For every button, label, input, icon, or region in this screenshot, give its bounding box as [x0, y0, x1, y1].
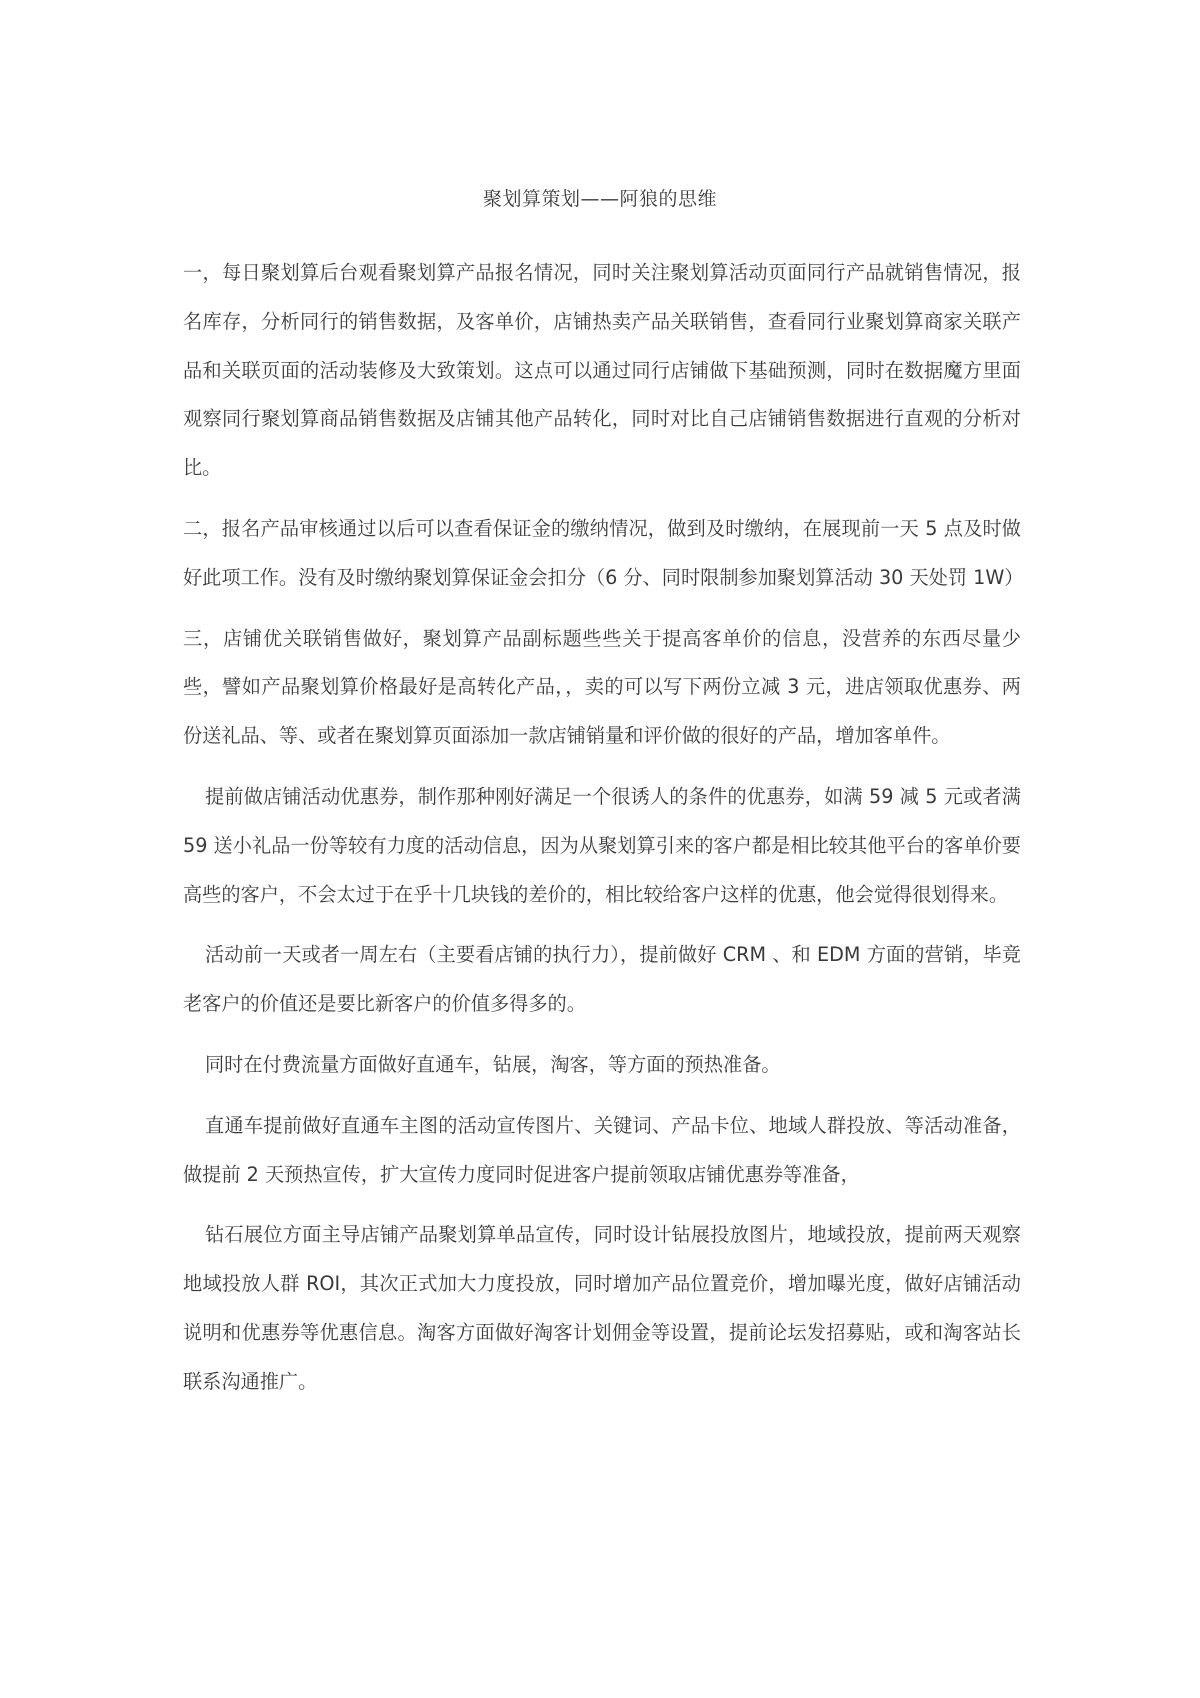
- paragraph-section-two: 二，报名产品审核通过以后可以查看保证金的缴纳情况，做到及时缴纳，在展现前一天 5 点及时做好此项工作。没有及时缴纳聚划算保证金会扣分（6 分、同时限制参加聚划算活动 30 天处罚 1W）: [183, 516, 1024, 589]
- document-title: 聚划算策划——阿狼的思维: [482, 188, 717, 210]
- paragraph-diamond-booth: 钻石展位方面主导店铺产品聚划算单品宣传，同时设计钻展投放图片，地域投放，提前两天观察地域投放人群 ROI，其次正式加大力度投放，同时增加产品位置竞价，增加曝光度，做好店铺活动说明和优惠券等优惠信息。淘客方面做好淘客计划佣金等设置，提前论坛发招募贴，或和淘客站长联系沟通推广。: [183, 1223, 1021, 1393]
- paragraph-paid-traffic: 同时在付费流量方面做好直通车，钻展，淘客，等方面的预热准备。: [205, 1052, 781, 1076]
- paragraph-section-one: 一，每日聚划算后台观看聚划算产品报名情况，同时关注聚划算活动页面同行产品就销售情况，报名库存，分析同行的销售数据，及客单价，店铺热卖产品关联销售，查看同行业聚划算商家关联产品和关联页面的活动装修及大致策划。这点可以通过同行店铺做下基础预测，同时在数据魔方里面观察同行聚划算商品销售数据及店铺其他产品转化，同时对比自己店铺销售数据进行直观的分析对比。: [183, 261, 1021, 480]
- paragraph-section-three: 三，店铺优关联销售做好，聚划算产品副标题些些关于提高客单价的信息，没营养的东西尽量少些，譬如产品聚划算价格最好是高转化产品，，卖的可以写下两份立减 3 元，进店领取优惠券、两份送礼品、等、或者在聚划算页面添加一款店铺销量和评价做的很好的产品，增加客单件。: [183, 626, 1021, 748]
- paragraph-coupon-tips: 提前做店铺活动优惠券，制作那种刚好满足一个很诱人的条件的优惠券，如满 59 减 5 元或者满 59 送小礼品一份等较有力度的活动信息，因为从聚划算引来的客户都是相比较其他平台的客单价要高些的客户，不会太过于在乎十几块钱的差价的，相比较给客户这样的优惠，他会觉得很划得来。: [183, 784, 1021, 906]
- paragraph-crm-edm: 活动前一天或者一周左右（主要看店铺的执行力），提前做好 CRM 、和 EDM 方面的营销，毕竟老客户的价值还是要比新客户的价值多得多的。: [183, 943, 1021, 1016]
- document-body: [183, 249, 1024, 1419]
- paragraph-through-train: 直通车提前做好直通车主图的活动宣传图片、关键词、产品卡位、地域人群投放、等活动准备，做提前 2 天预热宣传，扩大宣传力度同时促进客户提前领取店铺优惠券等准备，: [183, 1113, 1021, 1186]
